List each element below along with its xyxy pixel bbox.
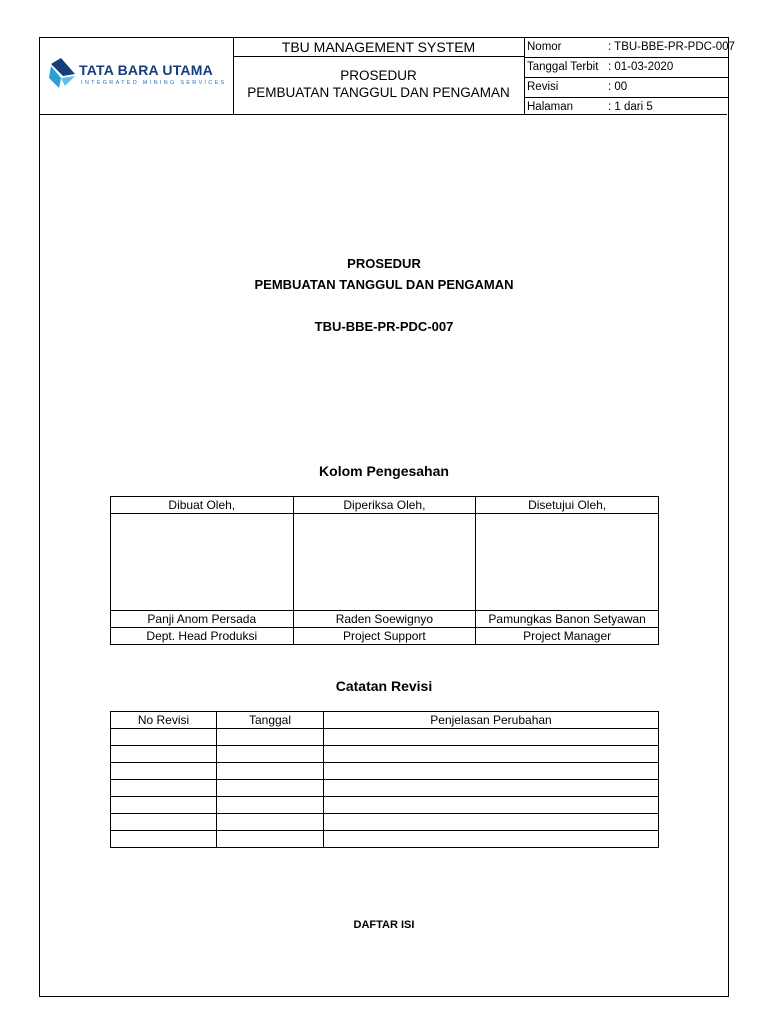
revision-header-row xyxy=(111,712,659,729)
meta-label: Halaman xyxy=(527,101,574,113)
meta-label: Tanggal Terbit xyxy=(527,61,599,73)
meta-label: Revisi xyxy=(527,81,559,93)
table-row xyxy=(111,814,659,831)
approval-header-row xyxy=(111,497,659,514)
revision-heading: Catatan Revisi xyxy=(335,678,433,694)
company-logo xyxy=(49,58,229,94)
approval-col-diperiksa: Diperiksa Oleh, xyxy=(293,497,476,514)
header-title-line1: PROSEDUR xyxy=(340,68,417,83)
meta-value: : TBU-BBE-PR-PDC-007 xyxy=(608,41,735,53)
meta-value: : 1 dari 5 xyxy=(608,101,653,113)
table-row xyxy=(111,763,659,780)
table-row xyxy=(111,797,659,814)
table-row xyxy=(111,780,659,797)
approval-table xyxy=(110,496,659,645)
approval-position-row xyxy=(111,628,659,645)
approver-position: Project Support xyxy=(293,628,476,645)
meta-label: Nomor xyxy=(527,41,562,53)
signature-row xyxy=(111,514,659,611)
management-system-label: TBU MANAGEMENT SYSTEM xyxy=(233,38,524,57)
header-title xyxy=(233,57,524,101)
header-title-cell xyxy=(233,38,525,114)
meta-row-tanggal-terbit xyxy=(524,58,729,78)
meta-row-nomor xyxy=(524,38,735,58)
approver-name: Panji Anom Persada xyxy=(111,611,294,628)
approval-name-row xyxy=(111,611,659,628)
table-row xyxy=(111,831,659,848)
document-header xyxy=(40,38,735,115)
table-of-contents-heading: DAFTAR ISI xyxy=(353,919,415,931)
meta-value: : 00 xyxy=(608,81,628,93)
approver-name: Pamungkas Banon Setyawan xyxy=(476,611,659,628)
document-title-line1: PROSEDUR xyxy=(347,256,421,271)
approval-col-dibuat: Dibuat Oleh, xyxy=(111,497,294,514)
signature-box xyxy=(111,514,294,611)
table-row xyxy=(111,729,659,746)
signature-box xyxy=(293,514,476,611)
meta-value: : 01-03-2020 xyxy=(608,61,674,73)
company-logo-mark-icon xyxy=(49,58,77,92)
header-title-line2: PEMBUATAN TANGGUL DAN PENGAMAN xyxy=(247,85,510,100)
revision-col-no: No Revisi xyxy=(111,712,217,729)
signature-box xyxy=(476,514,659,611)
approver-position: Dept. Head Produksi xyxy=(111,628,294,645)
revision-col-tanggal: Tanggal xyxy=(217,712,324,729)
document-title-line2: PEMBUATAN TANGGUL DAN PENGAMAN xyxy=(254,277,514,292)
meta-row-halaman xyxy=(524,98,729,117)
revision-col-penjelasan: Penjelasan Perubahan xyxy=(324,712,659,729)
table-row xyxy=(111,746,659,763)
meta-row-revisi xyxy=(524,78,729,98)
logo-tagline: INTEGRATED MINING SERVICES xyxy=(81,80,227,86)
revision-table xyxy=(110,711,659,848)
document-code: TBU-BBE-PR-PDC-007 xyxy=(314,319,454,334)
approval-heading: Kolom Pengesahan xyxy=(319,463,449,479)
logo-cell xyxy=(40,38,234,114)
header-meta xyxy=(524,38,735,114)
approver-position: Project Manager xyxy=(476,628,659,645)
approver-name: Raden Soewignyo xyxy=(293,611,476,628)
approval-col-disetujui: Disetujui Oleh, xyxy=(476,497,659,514)
logo-name: TATA BARA UTAMA xyxy=(79,62,213,78)
